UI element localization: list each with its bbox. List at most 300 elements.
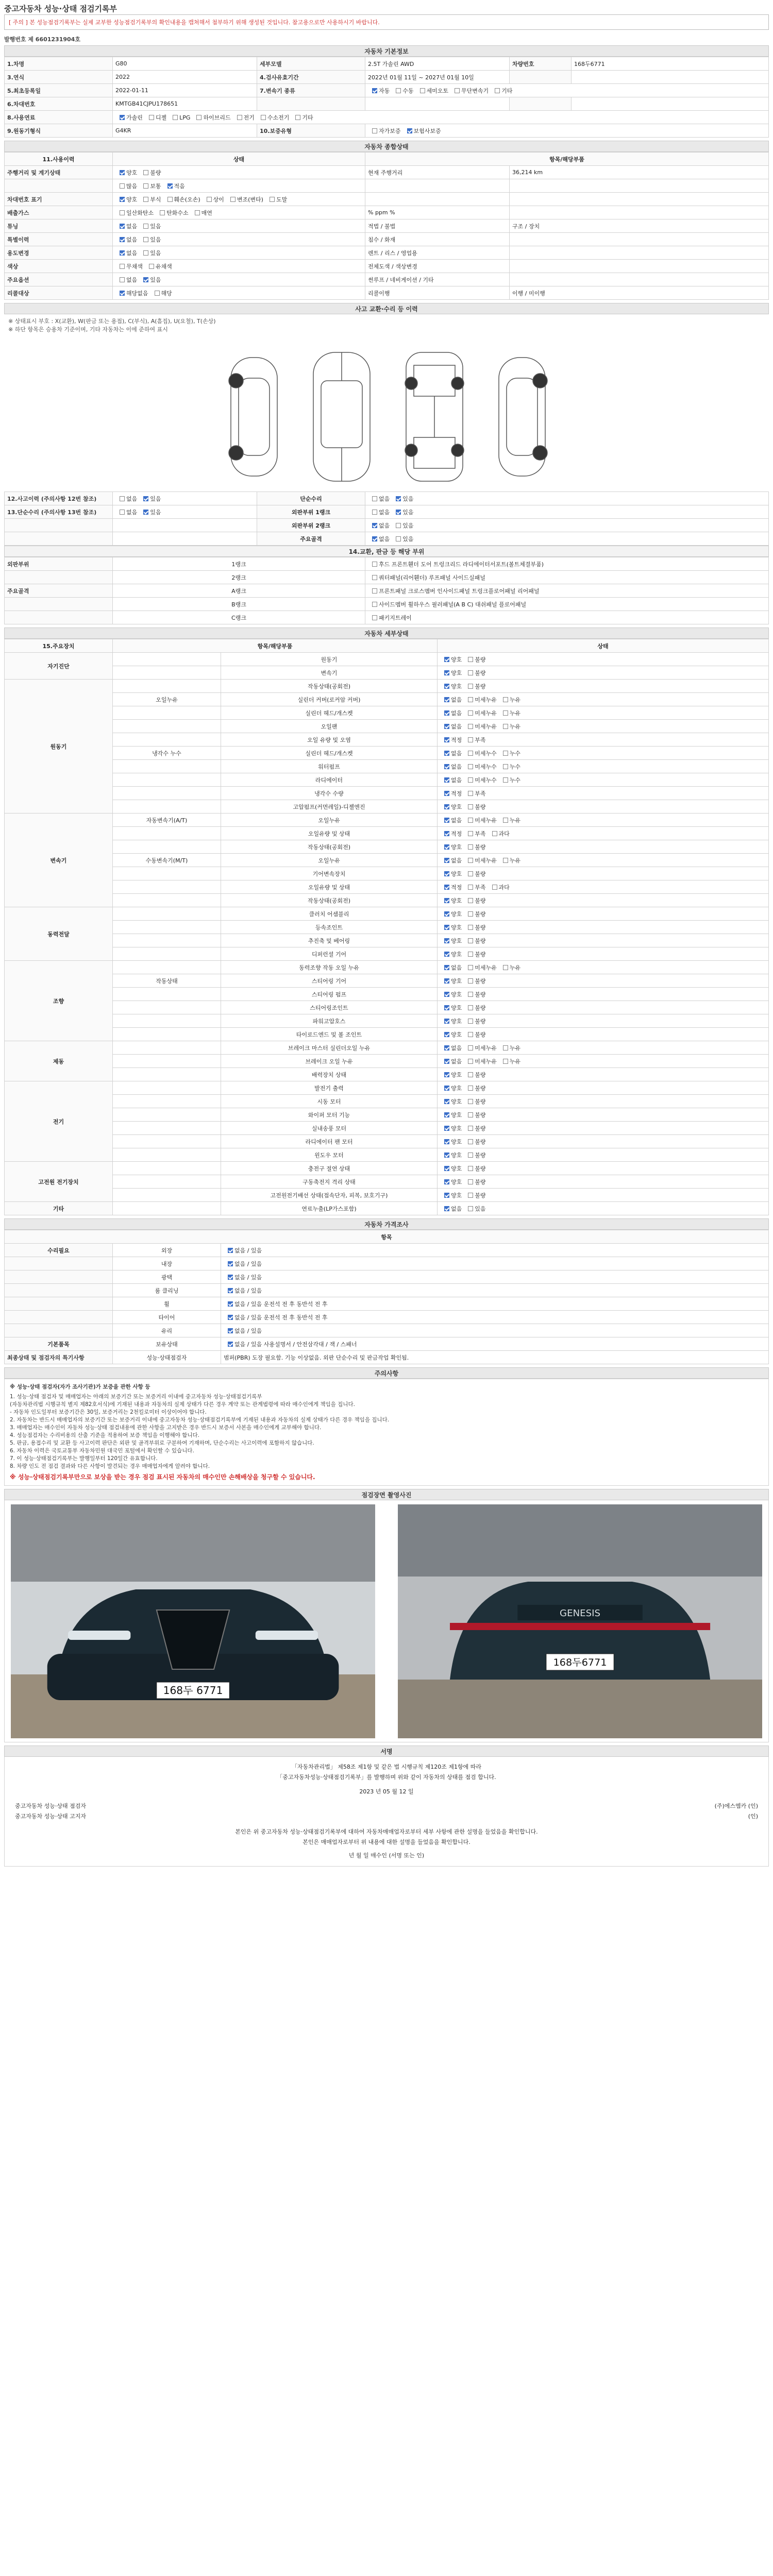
checkbox-checked-icon[interactable] — [372, 536, 377, 541]
checkbox-option[interactable] — [115, 195, 137, 204]
checkbox-option[interactable] — [499, 722, 520, 731]
checkbox-empty-icon[interactable] — [468, 925, 473, 930]
checkbox-option[interactable] — [464, 669, 485, 677]
checkbox-option[interactable] — [115, 182, 137, 190]
checkbox-checked-icon[interactable] — [444, 657, 449, 662]
checkbox-option[interactable] — [464, 977, 485, 985]
checkbox-option[interactable] — [265, 195, 287, 204]
checkbox-checked-icon[interactable] — [120, 291, 125, 296]
checkbox-option[interactable] — [115, 495, 137, 503]
checkbox-checked-icon[interactable] — [444, 1193, 449, 1198]
checkbox-checked-icon[interactable] — [444, 751, 449, 756]
checkbox-option[interactable] — [464, 1057, 497, 1065]
checkbox-option[interactable] — [464, 1164, 485, 1173]
checkbox-option[interactable] — [499, 1044, 520, 1052]
checkbox-empty-icon[interactable] — [503, 777, 508, 783]
checkbox-empty-icon[interactable] — [372, 575, 377, 580]
checkbox-option[interactable] — [464, 1178, 485, 1186]
checkbox-option[interactable] — [440, 1205, 462, 1213]
checkbox-checked-icon[interactable] — [444, 684, 449, 689]
checkbox-empty-icon[interactable] — [372, 602, 377, 607]
checkbox-checked-icon[interactable] — [444, 871, 449, 876]
checkbox-option[interactable] — [440, 669, 462, 677]
checkbox-empty-icon[interactable] — [372, 128, 377, 133]
checkbox-checked-icon[interactable] — [167, 183, 173, 189]
checkbox-empty-icon[interactable] — [143, 237, 148, 242]
checkbox-empty-icon[interactable] — [372, 615, 377, 620]
checkbox-option[interactable] — [464, 1017, 485, 1025]
checkbox-empty-icon[interactable] — [270, 197, 275, 202]
checkbox-empty-icon[interactable] — [468, 1153, 473, 1158]
checkbox-option[interactable] — [139, 235, 161, 244]
checkbox-option[interactable] — [440, 1017, 462, 1025]
checkbox-empty-icon[interactable] — [492, 831, 497, 836]
checkbox-checked-icon[interactable] — [444, 844, 449, 850]
checkbox-checked-icon[interactable] — [228, 1342, 233, 1347]
checkbox-option[interactable] — [499, 816, 520, 824]
checkbox-checked-icon[interactable] — [444, 1153, 449, 1158]
checkbox-checked-icon[interactable] — [444, 818, 449, 823]
checkbox-empty-icon[interactable] — [468, 710, 473, 716]
checkbox-option[interactable] — [257, 113, 290, 122]
checkbox-empty-icon[interactable] — [468, 1086, 473, 1091]
checkbox-option[interactable] — [440, 722, 462, 731]
checkbox-option[interactable] — [464, 883, 485, 891]
checkbox-option[interactable] — [440, 1164, 462, 1173]
checkbox-option[interactable] — [440, 682, 462, 690]
checkbox-empty-icon[interactable] — [503, 965, 508, 970]
checkbox-checked-icon[interactable] — [444, 911, 449, 917]
checkbox-option[interactable] — [115, 508, 137, 516]
checkbox-option[interactable] — [440, 1151, 462, 1159]
checkbox-option[interactable] — [115, 168, 137, 177]
checkbox-empty-icon[interactable] — [120, 210, 125, 215]
checkbox-option[interactable] — [464, 655, 485, 664]
checkbox-empty-icon[interactable] — [261, 115, 266, 120]
checkbox-option[interactable] — [368, 535, 390, 543]
checkbox-empty-icon[interactable] — [143, 197, 148, 202]
checkbox-checked-icon[interactable] — [228, 1315, 233, 1320]
checkbox-checked-icon[interactable] — [444, 697, 449, 702]
checkbox-empty-icon[interactable] — [468, 871, 473, 876]
checkbox-empty-icon[interactable] — [468, 965, 473, 970]
checkbox-option[interactable] — [440, 1138, 462, 1146]
checkbox-option[interactable] — [368, 521, 390, 530]
checkbox-option[interactable] — [163, 195, 200, 204]
checkbox-option[interactable] — [392, 508, 413, 516]
checkbox-option[interactable] — [464, 843, 485, 851]
checkbox-empty-icon[interactable] — [468, 818, 473, 823]
checkbox-empty-icon[interactable] — [468, 1193, 473, 1198]
checkbox-option[interactable] — [464, 722, 497, 731]
checkbox-empty-icon[interactable] — [120, 510, 125, 515]
checkbox-checked-icon[interactable] — [120, 197, 125, 202]
checkbox-checked-icon[interactable] — [444, 938, 449, 943]
checkbox-empty-icon[interactable] — [120, 496, 125, 501]
checkbox-option[interactable] — [464, 803, 485, 811]
checkbox-option[interactable] — [464, 1124, 485, 1132]
checkbox-option[interactable] — [499, 963, 520, 972]
checkbox-empty-icon[interactable] — [468, 764, 473, 769]
checkbox-option[interactable] — [403, 127, 441, 135]
checkbox-option[interactable] — [368, 87, 390, 95]
checkbox-option[interactable] — [145, 113, 166, 122]
checkbox-option[interactable] — [150, 289, 172, 297]
checkbox-empty-icon[interactable] — [237, 115, 242, 120]
checkbox-empty-icon[interactable] — [468, 1166, 473, 1171]
checkbox-checked-icon[interactable] — [444, 885, 449, 890]
checkbox-option[interactable] — [464, 1191, 485, 1199]
checkbox-option[interactable] — [440, 776, 462, 784]
checkbox-empty-icon[interactable] — [196, 115, 201, 120]
checkbox-option[interactable] — [464, 923, 485, 931]
checkbox-option[interactable] — [163, 182, 185, 190]
checkbox-empty-icon[interactable] — [468, 1139, 473, 1144]
checkbox-option[interactable] — [115, 222, 137, 230]
checkbox-empty-icon[interactable] — [503, 764, 508, 769]
checkbox-empty-icon[interactable] — [468, 911, 473, 917]
checkbox-empty-icon[interactable] — [503, 1059, 508, 1064]
checkbox-option[interactable] — [464, 1004, 485, 1012]
checkbox-empty-icon[interactable] — [143, 170, 148, 175]
checkbox-option[interactable] — [139, 249, 161, 257]
checkbox-checked-icon[interactable] — [444, 992, 449, 997]
checkbox-checked-icon[interactable] — [407, 128, 412, 133]
checkbox-empty-icon[interactable] — [468, 751, 473, 756]
checkbox-option[interactable] — [392, 495, 413, 503]
checkbox-empty-icon[interactable] — [230, 197, 236, 202]
checkbox-empty-icon[interactable] — [468, 952, 473, 957]
checkbox-option[interactable] — [440, 883, 462, 891]
checkbox-option[interactable] — [139, 495, 161, 503]
checkbox-option[interactable] — [464, 1097, 485, 1106]
checkbox-empty-icon[interactable] — [468, 737, 473, 742]
checkbox-checked-icon[interactable] — [228, 1248, 233, 1253]
checkbox-empty-icon[interactable] — [372, 562, 377, 567]
checkbox-option[interactable] — [488, 829, 510, 838]
checkbox-option[interactable] — [392, 87, 413, 95]
checkbox-checked-icon[interactable] — [228, 1288, 233, 1293]
checkbox-empty-icon[interactable] — [143, 183, 148, 189]
checkbox-checked-icon[interactable] — [444, 737, 449, 742]
checkbox-empty-icon[interactable] — [372, 588, 377, 594]
checkbox-option[interactable] — [464, 1071, 485, 1079]
checkbox-option[interactable] — [203, 195, 224, 204]
checkbox-checked-icon[interactable] — [444, 1179, 449, 1184]
checkbox-empty-icon[interactable] — [372, 496, 377, 501]
checkbox-checked-icon[interactable] — [372, 523, 377, 528]
checkbox-checked-icon[interactable] — [444, 1072, 449, 1077]
checkbox-empty-icon[interactable] — [455, 88, 460, 93]
checkbox-checked-icon[interactable] — [444, 1166, 449, 1171]
checkbox-empty-icon[interactable] — [396, 88, 401, 93]
checkbox-empty-icon[interactable] — [143, 250, 148, 256]
checkbox-option[interactable] — [464, 1111, 485, 1119]
checkbox-option[interactable] — [488, 883, 510, 891]
checkbox-option[interactable] — [115, 262, 143, 270]
checkbox-checked-icon[interactable] — [444, 1019, 449, 1024]
checkbox-checked-icon[interactable] — [444, 1206, 449, 1211]
checkbox-option[interactable] — [191, 209, 212, 217]
checkbox-option[interactable] — [440, 937, 462, 945]
checkbox-empty-icon[interactable] — [468, 898, 473, 903]
checkbox-empty-icon[interactable] — [503, 751, 508, 756]
checkbox-option[interactable] — [115, 249, 137, 257]
checkbox-empty-icon[interactable] — [207, 197, 212, 202]
checkbox-empty-icon[interactable] — [468, 885, 473, 890]
checkbox-option[interactable] — [169, 114, 190, 121]
checkbox-option[interactable] — [499, 856, 520, 865]
checkbox-option[interactable] — [440, 829, 462, 838]
checkbox-checked-icon[interactable] — [444, 1005, 449, 1010]
checkbox-option[interactable] — [156, 209, 189, 217]
checkbox-empty-icon[interactable] — [396, 536, 401, 541]
checkbox-checked-icon[interactable] — [444, 978, 449, 984]
checkbox-option[interactable] — [440, 762, 462, 771]
checkbox-option[interactable] — [464, 736, 485, 744]
checkbox-checked-icon[interactable] — [444, 710, 449, 716]
checkbox-empty-icon[interactable] — [492, 885, 497, 890]
checkbox-checked-icon[interactable] — [444, 777, 449, 783]
checkbox-checked-icon[interactable] — [444, 925, 449, 930]
checkbox-option[interactable] — [464, 1205, 485, 1213]
checkbox-option[interactable] — [440, 870, 462, 878]
checkbox-option[interactable] — [440, 950, 462, 958]
checkbox-option[interactable] — [440, 803, 462, 811]
checkbox-empty-icon[interactable] — [503, 818, 508, 823]
checkbox-empty-icon[interactable] — [468, 684, 473, 689]
checkbox-checked-icon[interactable] — [228, 1275, 233, 1280]
checkbox-option[interactable] — [392, 535, 413, 543]
checkbox-option[interactable] — [464, 749, 497, 757]
checkbox-empty-icon[interactable] — [372, 510, 377, 515]
checkbox-empty-icon[interactable] — [167, 197, 173, 202]
checkbox-empty-icon[interactable] — [503, 858, 508, 863]
checkbox-empty-icon[interactable] — [143, 224, 148, 229]
checkbox-empty-icon[interactable] — [468, 1126, 473, 1131]
checkbox-option[interactable] — [440, 736, 462, 744]
checkbox-checked-icon[interactable] — [396, 510, 401, 515]
checkbox-empty-icon[interactable] — [503, 697, 508, 702]
checkbox-empty-icon[interactable] — [468, 1019, 473, 1024]
checkbox-checked-icon[interactable] — [444, 1126, 449, 1131]
checkbox-empty-icon[interactable] — [468, 1072, 473, 1077]
checkbox-option[interactable] — [464, 776, 497, 784]
checkbox-empty-icon[interactable] — [120, 277, 125, 282]
checkbox-checked-icon[interactable] — [396, 496, 401, 501]
checkbox-empty-icon[interactable] — [468, 831, 473, 836]
checkbox-empty-icon[interactable] — [503, 724, 508, 729]
checkbox-option[interactable] — [368, 127, 401, 135]
checkbox-checked-icon[interactable] — [120, 250, 125, 256]
checkbox-checked-icon[interactable] — [444, 952, 449, 957]
checkbox-option[interactable] — [440, 1071, 462, 1079]
checkbox-checked-icon[interactable] — [444, 898, 449, 903]
checkbox-empty-icon[interactable] — [155, 291, 160, 296]
checkbox-option[interactable] — [464, 682, 485, 690]
checkbox-empty-icon[interactable] — [295, 115, 300, 120]
checkbox-option[interactable] — [440, 977, 462, 985]
checkbox-option[interactable] — [440, 789, 462, 798]
checkbox-empty-icon[interactable] — [420, 88, 425, 93]
checkbox-option[interactable] — [440, 1084, 462, 1092]
checkbox-empty-icon[interactable] — [503, 1045, 508, 1050]
checkbox-option[interactable] — [464, 896, 485, 905]
checkbox-option[interactable] — [464, 1138, 485, 1146]
checkbox-option[interactable] — [464, 1151, 485, 1159]
checkbox-option[interactable] — [115, 113, 143, 122]
checkbox-option[interactable] — [440, 1057, 462, 1065]
checkbox-option[interactable] — [499, 762, 520, 771]
checkbox-option[interactable] — [115, 276, 137, 284]
checkbox-checked-icon[interactable] — [444, 724, 449, 729]
checkbox-empty-icon[interactable] — [468, 1045, 473, 1050]
checkbox-empty-icon[interactable] — [120, 183, 125, 189]
checkbox-empty-icon[interactable] — [468, 844, 473, 850]
checkbox-option[interactable] — [440, 896, 462, 905]
checkbox-checked-icon[interactable] — [444, 1139, 449, 1144]
checkbox-empty-icon[interactable] — [468, 1005, 473, 1010]
checkbox-option[interactable] — [440, 963, 462, 972]
checkbox-checked-icon[interactable] — [444, 670, 449, 675]
checkbox-checked-icon[interactable] — [444, 804, 449, 809]
checkbox-empty-icon[interactable] — [468, 1206, 473, 1211]
checkbox-option[interactable] — [440, 1111, 462, 1119]
checkbox-option[interactable] — [440, 696, 462, 704]
checkbox-option[interactable] — [464, 762, 497, 771]
checkbox-option[interactable] — [291, 113, 313, 122]
checkbox-checked-icon[interactable] — [444, 1099, 449, 1104]
checkbox-option[interactable] — [440, 709, 462, 717]
checkbox-checked-icon[interactable] — [444, 1086, 449, 1091]
checkbox-option[interactable] — [440, 816, 462, 824]
checkbox-checked-icon[interactable] — [143, 496, 148, 501]
checkbox-empty-icon[interactable] — [468, 978, 473, 984]
checkbox-option[interactable] — [440, 1030, 462, 1039]
checkbox-option[interactable] — [499, 709, 520, 717]
checkbox-option[interactable] — [226, 195, 263, 204]
checkbox-option[interactable] — [464, 696, 497, 704]
checkbox-empty-icon[interactable] — [173, 115, 178, 120]
checkbox-checked-icon[interactable] — [143, 510, 148, 515]
checkbox-empty-icon[interactable] — [195, 210, 200, 215]
checkbox-option[interactable] — [464, 990, 485, 998]
checkbox-option[interactable] — [139, 222, 161, 230]
checkbox-checked-icon[interactable] — [372, 88, 377, 93]
checkbox-checked-icon[interactable] — [444, 791, 449, 796]
checkbox-option[interactable] — [464, 870, 485, 878]
checkbox-option[interactable] — [440, 1044, 462, 1052]
checkbox-option[interactable] — [464, 950, 485, 958]
checkbox-empty-icon[interactable] — [468, 992, 473, 997]
checkbox-checked-icon[interactable] — [120, 115, 125, 120]
checkbox-option[interactable] — [464, 1030, 485, 1039]
checkbox-option[interactable] — [464, 963, 497, 972]
checkbox-option[interactable] — [233, 113, 255, 122]
checkbox-empty-icon[interactable] — [468, 1059, 473, 1064]
checkbox-empty-icon[interactable] — [468, 1112, 473, 1117]
checkbox-option[interactable] — [440, 1191, 462, 1199]
checkbox-option[interactable] — [139, 195, 161, 204]
checkbox-option[interactable] — [139, 508, 161, 516]
checkbox-empty-icon[interactable] — [468, 670, 473, 675]
checkbox-option[interactable] — [464, 1084, 485, 1092]
checkbox-empty-icon[interactable] — [468, 1179, 473, 1184]
checkbox-empty-icon[interactable] — [468, 804, 473, 809]
checkbox-option[interactable] — [440, 1124, 462, 1132]
checkbox-empty-icon[interactable] — [468, 724, 473, 729]
checkbox-empty-icon[interactable] — [468, 858, 473, 863]
checkbox-option[interactable] — [115, 289, 148, 297]
checkbox-empty-icon[interactable] — [468, 1099, 473, 1104]
checkbox-empty-icon[interactable] — [468, 657, 473, 662]
checkbox-empty-icon[interactable] — [468, 697, 473, 702]
checkbox-checked-icon[interactable] — [228, 1301, 233, 1307]
checkbox-option[interactable] — [440, 655, 462, 664]
checkbox-empty-icon[interactable] — [468, 791, 473, 796]
checkbox-checked-icon[interactable] — [444, 1032, 449, 1037]
checkbox-option[interactable] — [139, 168, 161, 177]
checkbox-option[interactable] — [115, 209, 154, 217]
checkbox-empty-icon[interactable] — [468, 938, 473, 943]
checkbox-option[interactable] — [440, 910, 462, 918]
checkbox-option[interactable] — [440, 990, 462, 998]
checkbox-option[interactable] — [440, 1004, 462, 1012]
checkbox-checked-icon[interactable] — [228, 1328, 233, 1333]
checkbox-option[interactable] — [416, 87, 449, 95]
checkbox-option[interactable] — [145, 262, 172, 270]
checkbox-option[interactable] — [464, 937, 485, 945]
checkbox-option[interactable] — [499, 1057, 520, 1065]
checkbox-empty-icon[interactable] — [396, 523, 401, 528]
checkbox-option[interactable] — [440, 856, 462, 865]
checkbox-checked-icon[interactable] — [120, 170, 125, 175]
checkbox-checked-icon[interactable] — [228, 1261, 233, 1266]
checkbox-option[interactable] — [464, 1044, 497, 1052]
checkbox-option[interactable] — [491, 87, 512, 95]
checkbox-empty-icon[interactable] — [149, 264, 154, 269]
checkbox-option[interactable] — [499, 696, 520, 704]
checkbox-checked-icon[interactable] — [444, 858, 449, 863]
checkbox-checked-icon[interactable] — [444, 764, 449, 769]
checkbox-checked-icon[interactable] — [444, 1112, 449, 1117]
checkbox-option[interactable] — [464, 789, 485, 798]
checkbox-option[interactable] — [450, 87, 489, 95]
checkbox-option[interactable] — [192, 113, 230, 122]
checkbox-empty-icon[interactable] — [495, 88, 500, 93]
checkbox-option[interactable] — [464, 816, 497, 824]
checkbox-option[interactable] — [139, 182, 161, 190]
checkbox-empty-icon[interactable] — [120, 264, 125, 269]
checkbox-empty-icon[interactable] — [468, 777, 473, 783]
checkbox-checked-icon[interactable] — [143, 277, 148, 282]
checkbox-option[interactable] — [368, 495, 390, 503]
checkbox-option[interactable] — [392, 521, 413, 530]
checkbox-option[interactable] — [464, 709, 497, 717]
checkbox-checked-icon[interactable] — [120, 237, 125, 242]
checkbox-checked-icon[interactable] — [444, 1045, 449, 1050]
checkbox-empty-icon[interactable] — [160, 210, 165, 215]
checkbox-option[interactable] — [464, 829, 485, 838]
checkbox-option[interactable] — [440, 843, 462, 851]
checkbox-option[interactable] — [115, 235, 137, 244]
checkbox-option[interactable] — [499, 776, 520, 784]
checkbox-option[interactable] — [440, 749, 462, 757]
checkbox-option[interactable] — [464, 910, 485, 918]
checkbox-option[interactable] — [368, 508, 390, 516]
checkbox-option[interactable] — [464, 856, 497, 865]
checkbox-option[interactable] — [440, 1097, 462, 1106]
